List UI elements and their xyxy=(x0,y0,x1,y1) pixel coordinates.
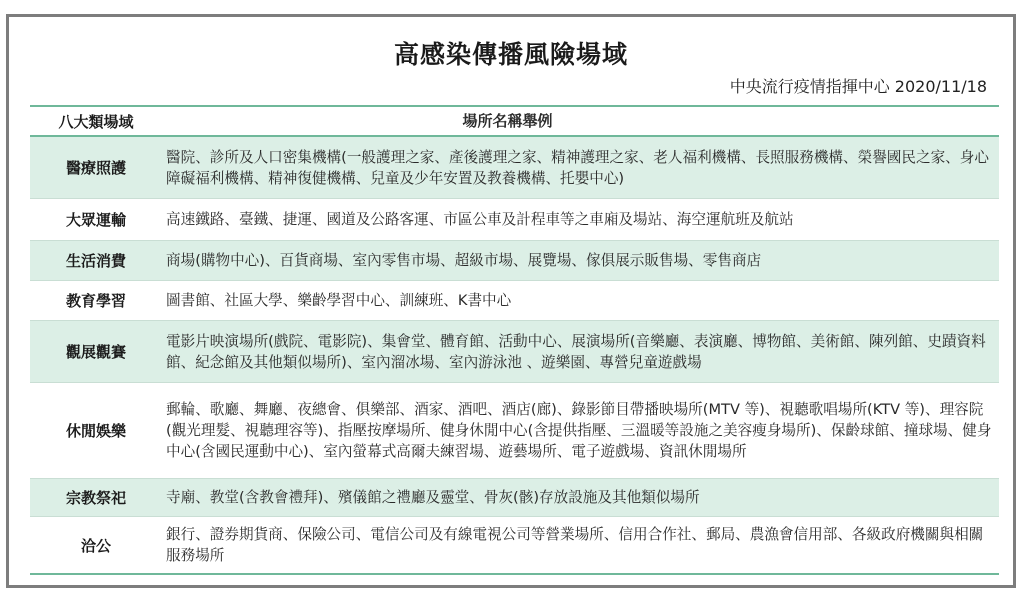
row-category: 洽公 xyxy=(80,536,111,555)
row-examples: 郵輪、歌廳、舞廳、夜總會、俱樂部、酒家、酒吧、酒店(廊)、錄影節目帶播映場所(MTV 等)、視聽歌唱場所(KTV 等)、理容院(觀光理髮、視聽理容等)、指壓按摩場所、健身休閒中心(含提供指壓、三溫暖等設施之美容瘦身場所)、保齡球館、撞球場、健身中心(含國民運動中心)、室內螢幕式高爾夫練習場、遊藝場所、電子遊戲場、資訊休閒場所 xyxy=(166,401,992,460)
table-row xyxy=(30,383,999,479)
row-category: 觀展觀賽 xyxy=(65,343,126,361)
table-row xyxy=(30,199,999,241)
row-examples: 醫院、診所及人口密集機構(一般護理之家、產後護理之家、精神護理之家、老人福利機構、長照服務機構、榮譽國民之家、身心障礙福利機構、精神復健機構、兒童及少年安置及教養機構、托嬰中心) xyxy=(166,148,989,187)
header-examples: 場所名稱舉例 xyxy=(462,111,553,130)
row-examples: 商場(購物中心)、百貨商場、室內零售市場、超級市場、展覽場、傢俱展示販售場、零售商店 xyxy=(166,252,762,269)
table-header-row xyxy=(30,107,999,137)
row-category: 宗教祭祀 xyxy=(65,489,126,507)
row-examples: 電影片映演場所(戲院、電影院)、集會堂、體育館、活動中心、展演場所(音樂廳、表演廳、博物館、美術館、陳列館、史蹟資料館、紀念館及其他類似場所)、室內溜冰場、室內游泳池 、遊樂園、專營兒童遊戲場 xyxy=(166,332,986,371)
table-row xyxy=(30,137,999,199)
table-row xyxy=(30,241,999,281)
row-category: 大眾運輸 xyxy=(65,211,126,229)
source-attribution: 中央流行疫情指揮中心 2020/11/18 xyxy=(729,77,987,96)
row-examples: 寺廟、教堂(含教會禮拜)、殯儀館之禮廳及靈堂、骨灰(骸)存放設施及其他類似場所 xyxy=(166,489,700,506)
table-row xyxy=(30,281,999,321)
row-examples: 銀行、證券期貨商、保險公司、電信公司及有線電視公司等營業場所、信用合作社、郵局、農漁會信用部、各級政府機關與相關服務場所 xyxy=(166,526,984,564)
venue-table xyxy=(30,105,999,575)
row-category: 醫療照護 xyxy=(65,159,126,177)
table-row xyxy=(30,517,999,575)
infographic-frame xyxy=(6,14,1016,588)
table-row xyxy=(30,321,999,383)
row-examples: 高速鐵路、臺鐵、捷運、國道及公路客運、市區公車及計程車等之車廂及場站、海空運航班及航站 xyxy=(166,211,794,228)
row-category: 生活消費 xyxy=(65,252,126,270)
header-category: 八大類場域 xyxy=(58,112,134,131)
table-row xyxy=(30,479,999,517)
row-category: 教育學習 xyxy=(65,292,126,310)
row-examples: 圖書館、社區大學、樂齡學習中心、訓練班、K書中心 xyxy=(166,292,512,309)
row-category: 休閒娛樂 xyxy=(65,422,126,440)
page-title: 高感染傳播風險場域 xyxy=(393,40,628,69)
